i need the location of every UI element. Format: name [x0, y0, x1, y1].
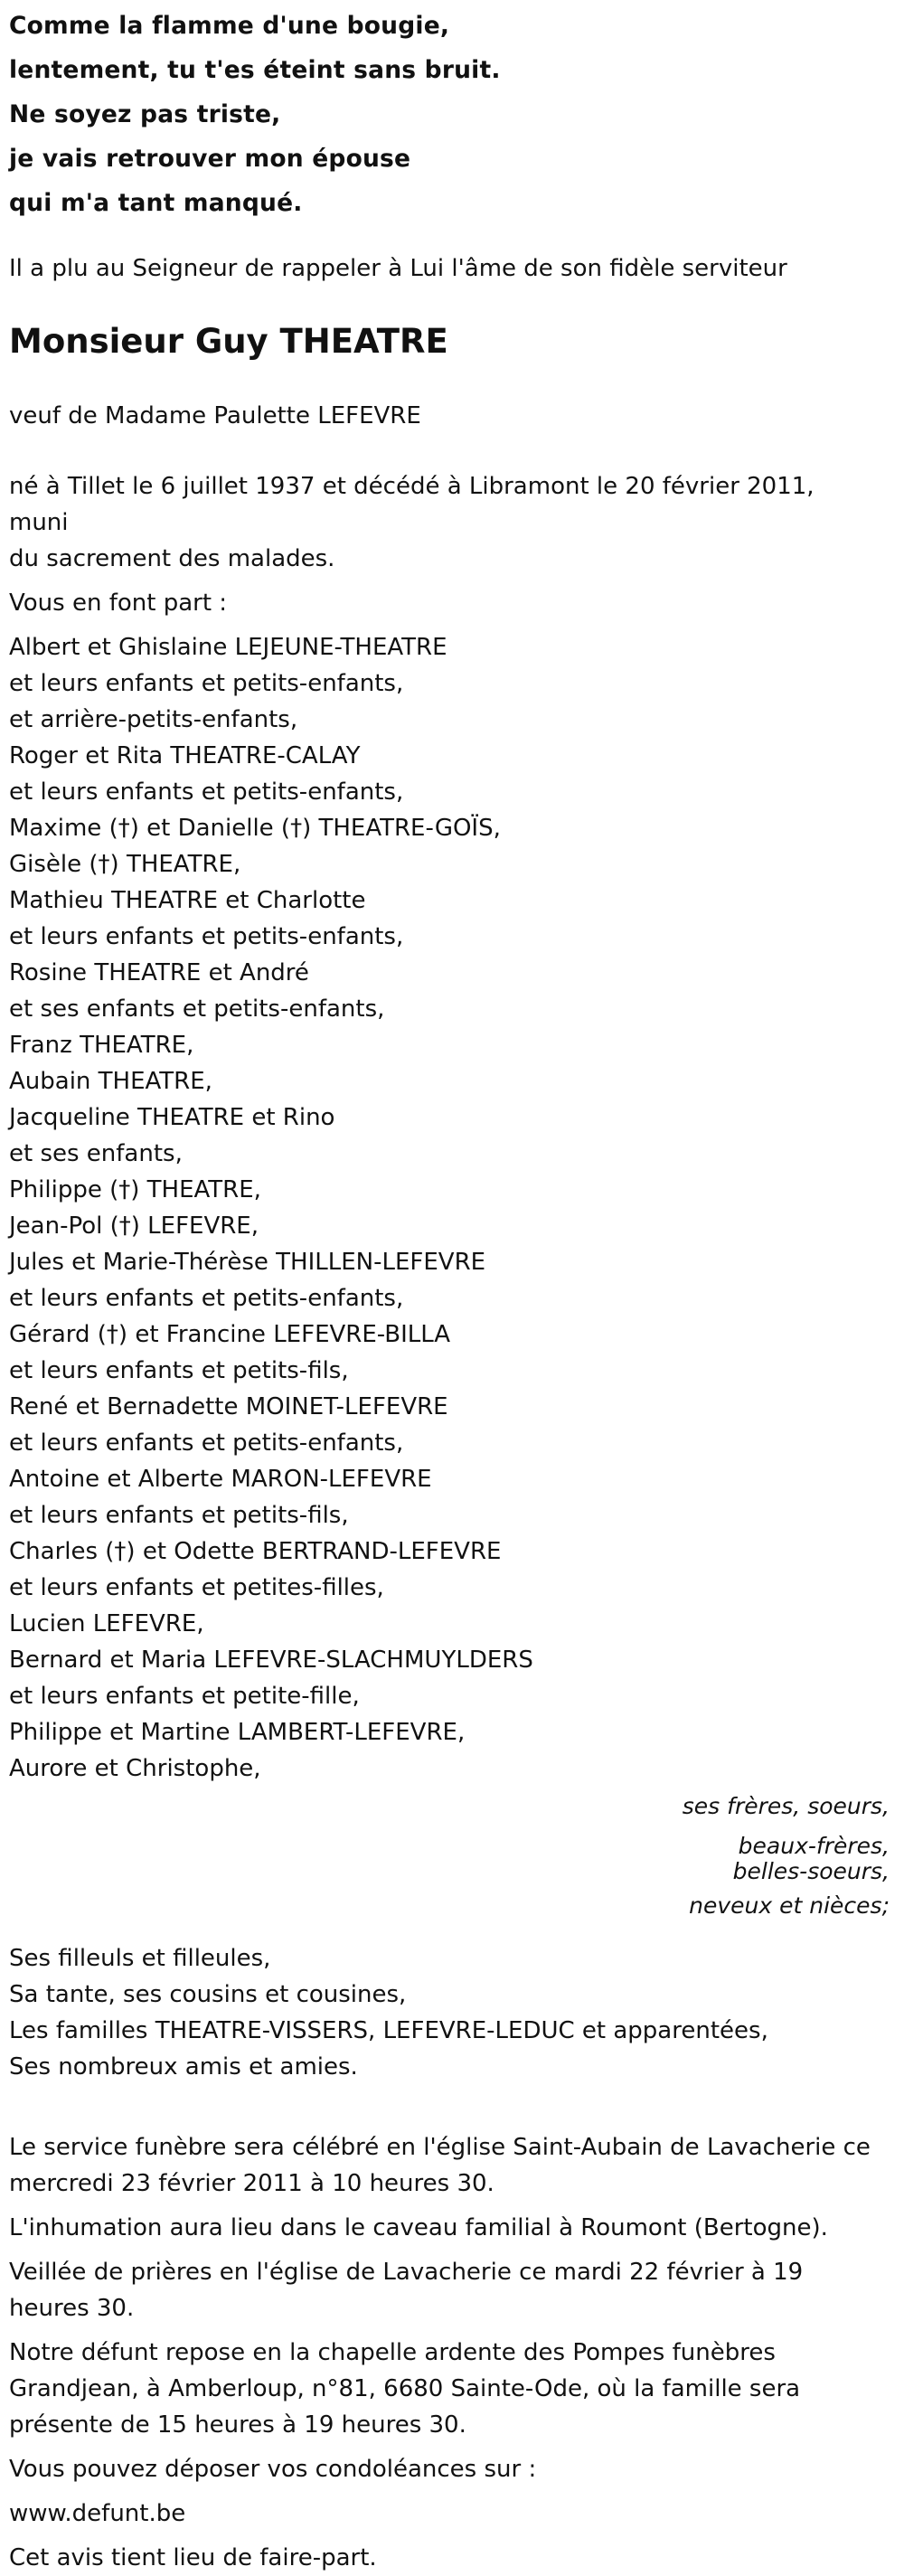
family-member-line: Antoine et Alberte MARON-LEFEVRE — [9, 1466, 432, 1493]
family-member-line: et ses enfants et petits-enfants, — [9, 995, 385, 1023]
family-member-line: et arrière-petits-enfants, — [9, 706, 298, 733]
obituary-notice — [0, 4, 890, 2576]
closing-note: Cet avis tient lieu de faire-part. — [9, 2544, 377, 2571]
widow-of: veuf de Madame Paulette LEFEVRE — [9, 402, 421, 429]
rest-line: Notre défunt repose en la chapelle ardente des Pompes funèbres — [9, 2339, 776, 2366]
family-member-line: et leurs enfants et petites-filles, — [9, 1574, 384, 1601]
other-mourners — [9, 1940, 877, 2085]
vigil-info — [9, 2254, 877, 2326]
deceased-name: Monsieur Guy THEATRE — [9, 322, 448, 361]
funeral-service-info — [9, 2129, 877, 2202]
announce-label: Vous en font part : — [9, 590, 228, 617]
family-member-line: Franz THEATRE, — [9, 1032, 194, 1059]
family-member-line: et leurs enfants et petite-fille, — [9, 1683, 360, 1710]
family-member-line: Mathieu THEATRE et Charlotte — [9, 887, 366, 914]
birth-death-line: du sacrement des malades. — [9, 545, 335, 572]
rest-line: Grandjean, à Amberloup, n°81, 6680 Sainte-Ode, où la famille sera — [9, 2375, 801, 2402]
birth-death-info — [9, 468, 877, 577]
family-member-line: Jules et Marie-Thérèse THILLEN-LEFEVRE — [9, 1249, 486, 1276]
family-member-line: Aubain THEATRE, — [9, 1068, 212, 1095]
family-member-line: Philippe (†) THEATRE, — [9, 1176, 261, 1203]
relations-line: belles-soeurs, — [732, 1858, 890, 1884]
family-member-line: et ses enfants, — [9, 1140, 183, 1167]
family-member-line: et leurs enfants et petits-enfants, — [9, 778, 404, 806]
poem-line: Comme la flamme d'une bougie, — [9, 12, 450, 40]
service-line: Le service funèbre sera célébré en l'église Saint-Aubain de Lavacherie ce — [9, 2134, 871, 2161]
family-member-line: Maxime (†) et Danielle (†) THEATRE-GOÏS, — [9, 815, 501, 842]
intro-text: Il a plu au Seigneur de rappeler à Lui l'âme de son fidèle serviteur — [9, 255, 787, 282]
poem — [9, 4, 877, 225]
vigil-line: Veillée de prières en l'église de Lavacherie ce mardi 22 février à 19 — [9, 2259, 804, 2286]
family-member-line: Jacqueline THEATRE et Rino — [9, 1104, 335, 1131]
rest-info — [9, 2335, 877, 2443]
family-member-line: René et Bernadette MOINET-LEFEVRE — [9, 1393, 448, 1420]
service-line: mercredi 23 février 2011 à 10 heures 30. — [9, 2170, 494, 2197]
poem-line: je vais retrouver mon épouse — [9, 145, 411, 173]
website-link[interactable]: www.defunt.be — [9, 2500, 186, 2527]
mourner-line: Les familles THEATRE-VISSERS, LEFEVRE-LEDUC et apparentées, — [9, 2017, 768, 2044]
family-member-line: Albert et Ghislaine LEJEUNE-THEATRE — [9, 634, 447, 661]
family-member-line: Rosine THEATRE et André — [9, 959, 309, 986]
family-member-line: Philippe et Martine LAMBERT-LEFEVRE, — [9, 1719, 466, 1746]
relations-line: ses frères, soeurs, — [682, 1793, 890, 1819]
family-member-line: Lucien LEFEVRE, — [9, 1610, 204, 1637]
burial-info: L'inhumation aura lieu dans le caveau familial à Roumont (Bertogne). — [9, 2214, 828, 2241]
family-member-line: Charles (†) et Odette BERTRAND-LEFEVRE — [9, 1538, 502, 1565]
family-list — [9, 629, 877, 1787]
condolences-label: Vous pouvez déposer vos condoléances sur : — [9, 2456, 537, 2483]
rest-line: présente de 15 heures à 19 heures 30. — [9, 2411, 466, 2439]
birth-death-line: né à Tillet le 6 juillet 1937 et décédé à Libramont le 20 février 2011, muni — [9, 473, 815, 536]
family-member-line: et leurs enfants et petits-fils, — [9, 1357, 349, 1384]
family-member-line: et leurs enfants et petits-enfants, — [9, 670, 404, 697]
family-member-line: et leurs enfants et petits-enfants, — [9, 1430, 404, 1457]
family-member-line: Gisèle (†) THEATRE, — [9, 851, 241, 878]
relations-line: neveux et nièces; — [689, 1892, 890, 1919]
poem-line: Ne soyez pas triste, — [9, 100, 281, 128]
poem-line: qui m'a tant manqué. — [9, 189, 303, 217]
family-member-line: Bernard et Maria LEFEVRE-SLACHMUYLDERS — [9, 1647, 533, 1674]
mourner-line: Ses nombreux amis et amies. — [9, 2053, 358, 2081]
poem-line: lentement, tu t'es éteint sans bruit. — [9, 56, 501, 84]
mourner-line: Sa tante, ses cousins et cousines, — [9, 1981, 407, 2008]
family-member-line: et leurs enfants et petits-enfants, — [9, 1285, 404, 1312]
relations-line: beaux-frères, — [738, 1833, 890, 1859]
relations-block — [9, 1788, 890, 1924]
family-member-line: Gérard (†) et Francine LEFEVRE-BILLA — [9, 1321, 451, 1348]
family-member-line: Aurore et Christophe, — [9, 1755, 261, 1782]
vigil-line: heures 30. — [9, 2295, 135, 2322]
family-member-line: Jean-Pol (†) LEFEVRE, — [9, 1213, 259, 1240]
family-member-line: Roger et Rita THEATRE-CALAY — [9, 742, 361, 769]
mourner-line: Ses filleuls et filleules, — [9, 1945, 271, 1972]
family-member-line: et leurs enfants et petits-fils, — [9, 1502, 349, 1529]
family-member-line: et leurs enfants et petits-enfants, — [9, 923, 404, 950]
